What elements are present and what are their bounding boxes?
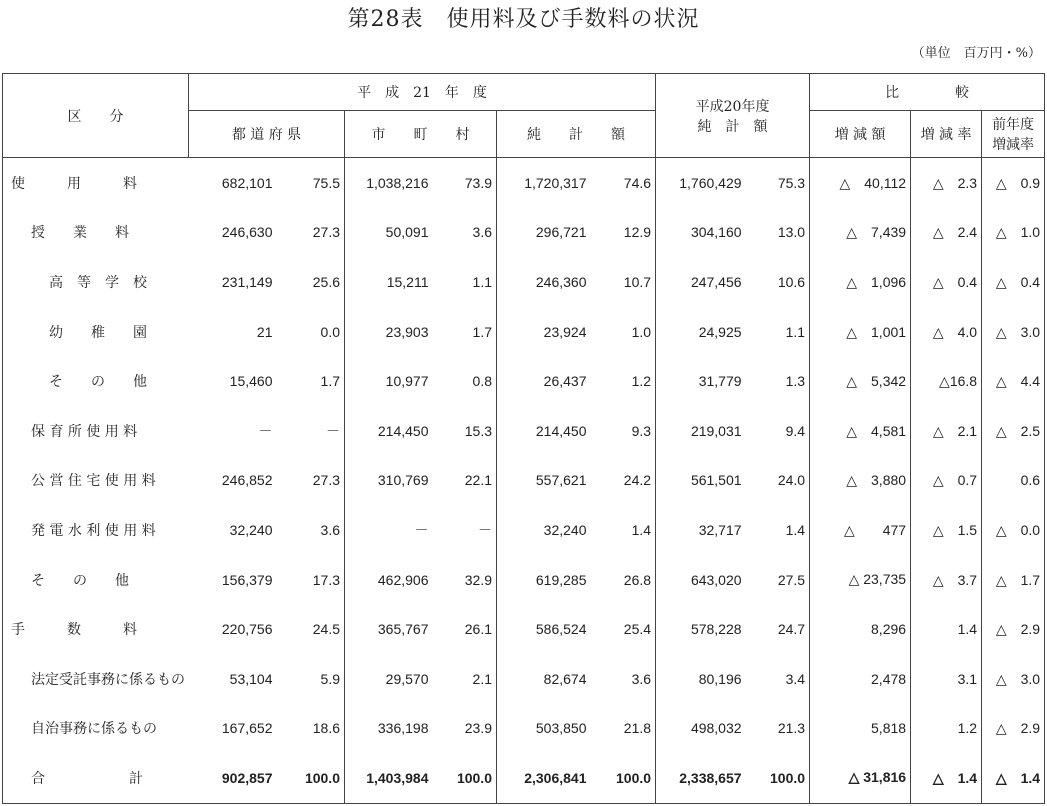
table-row <box>3 307 1045 357</box>
cell-fy20-pct: 10.6 <box>777 273 806 290</box>
header-fy20-line2: 純 計 額 <box>697 118 768 135</box>
header-fy20 <box>656 74 810 158</box>
cell-prev: △ 0.0 <box>982 505 1045 555</box>
cell-muni: 50,091 <box>345 208 433 258</box>
cell-muni: 23,903 <box>345 307 433 357</box>
cell-fy20-pct: 1.3 <box>785 373 806 390</box>
cell-pref: 156,379 <box>221 571 273 588</box>
table-row <box>3 456 1045 506</box>
cell-pref: 15,460 <box>229 373 273 390</box>
cell-net: 246,360 <box>497 257 591 307</box>
cell-pref-pct: 24.5 <box>312 621 340 638</box>
cell-rate: 3.1 <box>911 654 982 704</box>
cell-muni-pct: 23.9 <box>464 720 492 737</box>
table-row <box>3 158 1045 208</box>
cell-pref: 246,852 <box>221 472 273 489</box>
cell-prev: △ 1.7 <box>982 555 1045 605</box>
cell-net: 26,437 <box>497 356 591 406</box>
cell-net-pct: 100.0 <box>616 769 652 786</box>
cell-fy20: 561,501 <box>656 456 746 506</box>
row-label: 合 計 <box>31 770 143 787</box>
cell-rate: △ 4.0 <box>911 307 982 357</box>
cell-muni-pct: 100.0 <box>456 769 492 786</box>
cell-rate: 1.2 <box>911 704 982 754</box>
cell-net-pct: 12.9 <box>623 224 652 241</box>
cell-diff: △ 3,880 <box>810 456 911 506</box>
cell-fy20: 247,456 <box>656 257 746 307</box>
cell-pref-pct: 27.3 <box>312 224 340 241</box>
cell-pref: 902,857 <box>221 769 273 786</box>
table-row <box>3 257 1045 307</box>
table-row <box>3 505 1045 555</box>
cell-pref: 21 <box>256 323 273 340</box>
cell-rate: △16.8 <box>911 356 982 406</box>
cell-net: 82,674 <box>497 654 591 704</box>
cell-fy20: 498,032 <box>656 704 746 754</box>
cell-prev: △ 3.0 <box>982 654 1045 704</box>
row-label: そ の 他 <box>31 572 129 589</box>
cell-diff: △ 31,816 <box>810 753 911 803</box>
cell-pref: 167,652 <box>221 720 273 737</box>
cell-muni-pct: 1.1 <box>472 273 492 290</box>
table-row <box>3 654 1045 704</box>
cell-prev: 0.6 <box>982 456 1045 506</box>
row-label: 自治事務に係るもの <box>31 721 157 738</box>
cell-pref: － <box>258 422 273 439</box>
cell-pref: 246,630 <box>221 224 273 241</box>
cell-net: 2,306,841 <box>497 753 591 803</box>
cell-diff: △ 5,342 <box>810 356 911 406</box>
cell-rate: △ 0.7 <box>911 456 982 506</box>
cell-muni: 365,767 <box>345 604 433 654</box>
cell-diff: △ 40,112 <box>810 158 911 208</box>
cell-prev: △ 0.4 <box>982 257 1045 307</box>
cell-fy20-pct: 13.0 <box>777 224 806 241</box>
cell-net-pct: 26.8 <box>623 571 652 588</box>
header-net-total: 純 計 額 <box>497 111 656 158</box>
cell-diff: △ 7,439 <box>810 208 911 258</box>
row-label: 手 数 料 <box>11 622 137 639</box>
cell-diff: 5,818 <box>810 704 911 754</box>
cell-pref: 220,756 <box>221 621 273 638</box>
header-prefecture: 都 道 府 県 <box>189 111 345 158</box>
cell-prev: △ 4.4 <box>982 356 1045 406</box>
cell-muni: － <box>345 505 433 555</box>
cell-diff: △ 23,735 <box>810 555 911 605</box>
cell-pref-pct: 5.9 <box>320 670 340 687</box>
cell-net: 214,450 <box>497 406 591 456</box>
header-fy21: 平 成 21 年 度 <box>189 74 656 111</box>
cell-diff: △ 1,001 <box>810 307 911 357</box>
row-label: そ の 他 <box>49 374 147 391</box>
cell-net: 1,720,317 <box>497 158 591 208</box>
cell-muni: 15,211 <box>345 257 433 307</box>
cell-fy20-pct: 24.0 <box>777 472 806 489</box>
cell-fy20-pct: 1.1 <box>785 323 806 340</box>
cell-muni-pct: 32.9 <box>464 571 492 588</box>
table-row <box>3 555 1045 605</box>
cell-net: 619,285 <box>497 555 591 605</box>
cell-fy20: 1,760,429 <box>656 158 746 208</box>
cell-muni-pct: 1.7 <box>472 323 492 340</box>
cell-prev: △ 2.5 <box>982 406 1045 456</box>
header-change-amount: 増 減 額 <box>810 111 911 158</box>
cell-prev: △ 1.0 <box>982 208 1045 258</box>
cell-pref-pct: 25.6 <box>312 273 340 290</box>
cell-muni-pct: 22.1 <box>464 472 492 489</box>
cell-fy20-pct: 21.3 <box>777 720 806 737</box>
cell-fy20-pct: 75.3 <box>777 174 806 191</box>
cell-muni: 1,038,216 <box>345 158 433 208</box>
cell-rate: 1.4 <box>911 604 982 654</box>
cell-diff: 2,478 <box>810 654 911 704</box>
cell-net-pct: 9.3 <box>631 422 652 439</box>
row-label: 法定受託事務に係るもの <box>31 671 185 688</box>
cell-pref-pct: 17.3 <box>312 571 340 588</box>
cell-muni-pct: 2.1 <box>472 670 492 687</box>
table-row <box>3 704 1045 754</box>
table-row <box>3 208 1045 258</box>
cell-rate: △ 3.7 <box>911 555 982 605</box>
header-change-rate: 増 減 率 <box>911 111 982 158</box>
cell-prev: △ 0.9 <box>982 158 1045 208</box>
cell-pref: 682,101 <box>221 174 273 191</box>
cell-pref: 231,149 <box>221 273 273 290</box>
cell-net-pct: 24.2 <box>623 472 652 489</box>
cell-net: 23,924 <box>497 307 591 357</box>
cell-net-pct: 1.4 <box>631 521 652 538</box>
cell-fy20-pct: 24.7 <box>777 621 806 638</box>
cell-pref-pct: 1.7 <box>320 373 340 390</box>
cell-rate: △ 2.3 <box>911 158 982 208</box>
cell-pref-pct: － <box>326 422 340 439</box>
cell-diff: △ 4,581 <box>810 406 911 456</box>
cell-pref-pct: 0.0 <box>320 323 340 340</box>
row-label: 幼 稚 園 <box>49 324 147 341</box>
cell-fy20-pct: 3.4 <box>785 670 806 687</box>
cell-pref-pct: 3.6 <box>320 521 340 538</box>
cell-muni-pct: 3.6 <box>472 224 492 241</box>
table-title: 第28表 使用料及び手数料の状況 <box>347 7 700 32</box>
cell-fy20: 2,338,657 <box>656 753 746 803</box>
row-label: 使 用 料 <box>11 175 137 192</box>
cell-net: 557,621 <box>497 456 591 506</box>
header-comparison: 比 較 <box>810 74 1045 111</box>
cell-pref-pct: 100.0 <box>304 769 340 786</box>
cell-muni: 310,769 <box>345 456 433 506</box>
unit-note: （単位 百万円・%） <box>911 46 1041 61</box>
cell-pref-pct: 18.6 <box>312 720 340 737</box>
table-body <box>3 158 1045 804</box>
header-category: 区 分 <box>3 74 189 158</box>
cell-fy20: 578,228 <box>656 604 746 654</box>
header-prev-rate <box>982 111 1045 158</box>
cell-diff: 8,296 <box>810 604 911 654</box>
cell-rate: △ 1.4 <box>911 753 982 803</box>
cell-fy20-pct: 27.5 <box>777 571 806 588</box>
cell-fy20: 24,925 <box>656 307 746 357</box>
cell-pref: 32,240 <box>229 521 273 538</box>
cell-net-pct: 1.2 <box>631 373 652 390</box>
cell-prev: △ 3.0 <box>982 307 1045 357</box>
cell-net: 503,850 <box>497 704 591 754</box>
usage-fee-table-frame <box>2 73 1044 804</box>
table-row <box>3 406 1045 456</box>
cell-rate: △ 0.4 <box>911 257 982 307</box>
cell-fy20-pct: 1.4 <box>785 521 806 538</box>
cell-muni: 29,570 <box>345 654 433 704</box>
row-label: 保 育 所 使 用 料 <box>31 423 138 440</box>
cell-muni: 10,977 <box>345 356 433 406</box>
cell-muni-pct: 15.3 <box>464 422 492 439</box>
cell-net-pct: 1.0 <box>631 323 652 340</box>
header-fy20-line1: 平成20年度 <box>695 98 770 115</box>
cell-muni: 1,403,984 <box>345 753 433 803</box>
cell-muni: 336,198 <box>345 704 433 754</box>
cell-net-pct: 3.6 <box>631 670 652 687</box>
row-label: 発 電 水 利 使 用 料 <box>31 522 156 539</box>
usage-fee-table <box>2 73 1045 804</box>
cell-rate: △ 2.4 <box>911 208 982 258</box>
cell-diff: △ 477 <box>810 505 911 555</box>
cell-rate: △ 2.1 <box>911 406 982 456</box>
cell-rate: △ 1.5 <box>911 505 982 555</box>
row-label: 高 等 学 校 <box>49 274 147 291</box>
cell-fy20: 304,160 <box>656 208 746 258</box>
cell-pref-pct: 27.3 <box>312 472 340 489</box>
cell-fy20: 80,196 <box>656 654 746 704</box>
table-row <box>3 753 1045 803</box>
cell-prev: △ 2.9 <box>982 704 1045 754</box>
row-label: 公 営 住 宅 使 用 料 <box>31 473 156 490</box>
cell-fy20: 643,020 <box>656 555 746 605</box>
cell-net: 296,721 <box>497 208 591 258</box>
header-municipality: 市 町 村 <box>345 111 497 158</box>
cell-net-pct: 74.6 <box>623 174 652 191</box>
cell-pref: 53,104 <box>229 670 273 687</box>
cell-fy20: 219,031 <box>656 406 746 456</box>
cell-net: 32,240 <box>497 505 591 555</box>
row-label: 授 業 料 <box>31 225 129 242</box>
cell-muni-pct: 26.1 <box>464 621 492 638</box>
cell-prev: △ 1.4 <box>982 753 1045 803</box>
cell-muni: 214,450 <box>345 406 433 456</box>
cell-net: 586,524 <box>497 604 591 654</box>
cell-fy20-pct: 100.0 <box>770 769 806 786</box>
cell-prev: △ 2.9 <box>982 604 1045 654</box>
table-row <box>3 356 1045 406</box>
cell-fy20: 32,717 <box>656 505 746 555</box>
cell-muni-pct: － <box>478 521 492 538</box>
cell-muni: 462,906 <box>345 555 433 605</box>
cell-net-pct: 10.7 <box>623 273 652 290</box>
cell-net-pct: 25.4 <box>623 621 652 638</box>
cell-diff: △ 1,096 <box>810 257 911 307</box>
header-prev-rate-line1: 前年度 <box>992 117 1035 133</box>
cell-fy20: 31,779 <box>656 356 746 406</box>
cell-muni-pct: 0.8 <box>472 373 492 390</box>
cell-muni-pct: 73.9 <box>464 174 492 191</box>
header-prev-rate-line2: 増減率 <box>992 137 1035 153</box>
table-row <box>3 604 1045 654</box>
cell-pref-pct: 75.5 <box>312 174 340 191</box>
cell-fy20-pct: 9.4 <box>785 422 806 439</box>
cell-net-pct: 21.8 <box>623 720 652 737</box>
